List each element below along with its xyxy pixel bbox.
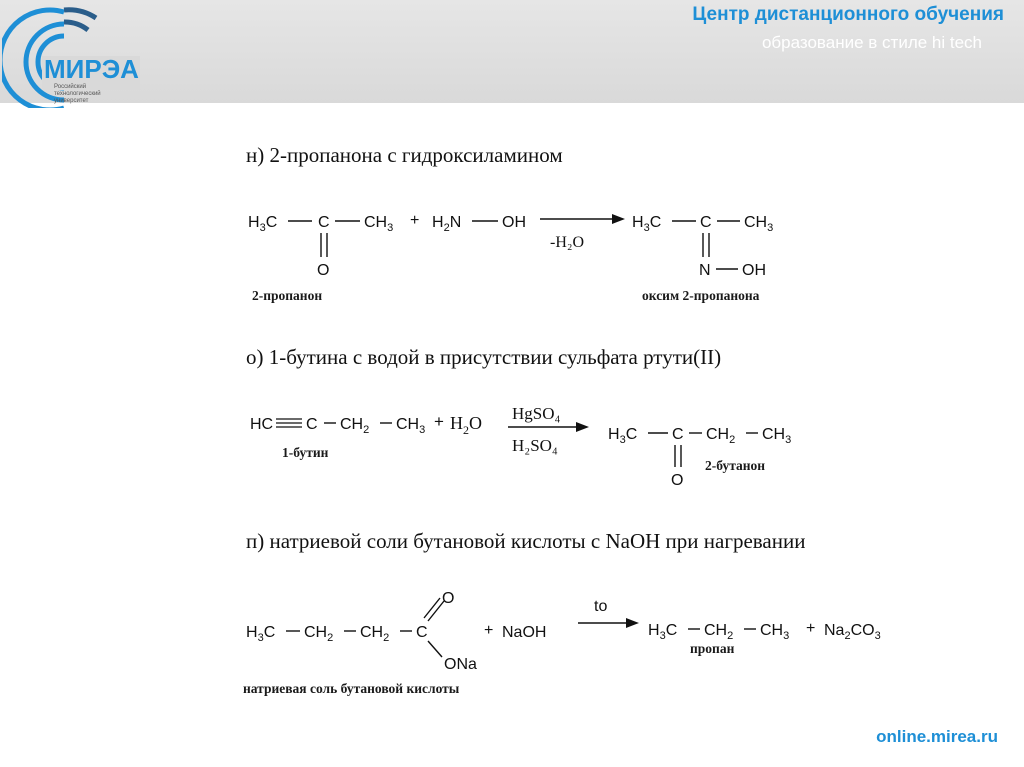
svg-text:H3C: $H_3C$: [648, 622, 678, 642]
svg-text:O: O: [317, 262, 330, 279]
svg-text:CH2: $CH_2$: [360, 624, 390, 644]
svg-text:CH3: $CH_3$: [396, 416, 426, 436]
svg-text:+: +: [410, 212, 420, 229]
footer-link[interactable]: online.mirea.ru: [876, 727, 998, 746]
svg-text:CH2: $CH_2$: [340, 416, 370, 436]
reaction-p: [238, 583, 938, 683]
logo-text: МИРЭА: [44, 54, 139, 84]
svg-text:C: C: [416, 624, 428, 641]
svg-text:OH: OH: [742, 262, 766, 279]
svg-text:CH2: $CH_2$: [304, 624, 334, 644]
label-oxime: оксим 2-пропанона: [642, 288, 760, 303]
svg-text:O: O: [671, 472, 684, 489]
svg-text:+: +: [434, 412, 444, 431]
svg-text:+: +: [806, 620, 816, 637]
reaction-n: [240, 201, 800, 291]
label-sodium-butanoate: натриевая соль бутановой кислоты: [243, 681, 460, 696]
svg-text:+: +: [484, 622, 494, 639]
logo-sub-2: технологический: [54, 91, 101, 97]
label-2-propanone: 2-пропанон: [252, 288, 323, 303]
svg-text:CH3: $CH_3$: [364, 214, 394, 234]
svg-text:C: C: [700, 214, 712, 231]
condition-n: -H₂O: [550, 234, 585, 251]
svg-text:H3C: $H_3C$: [632, 214, 662, 234]
heading-p: п) натриевой соли бутановой кислоты с NaOH при нагревании: [246, 529, 806, 553]
svg-text:H3C: $H_3C$: [248, 214, 278, 234]
svg-text:Na2CO3: $Na_2CO_3$: [824, 622, 881, 642]
svg-text:ONa: ONa: [444, 656, 477, 673]
center-title: Центр дистанционного обучения: [692, 4, 1004, 25]
svg-text:CH3: $CH_3$: [744, 214, 774, 234]
slide-content: [0, 103, 1024, 767]
svg-text:CH3: $CH_3$: [760, 622, 790, 642]
center-subtitle: образование в стиле hi tech: [761, 33, 982, 52]
svg-text:C: C: [318, 214, 330, 231]
condition-p: to: [594, 598, 608, 615]
svg-text:O: O: [442, 590, 455, 607]
svg-text:CH2: $CH_2$: [706, 426, 736, 446]
svg-text:CH3: $CH_3$: [762, 426, 792, 446]
svg-text:OH: OH: [502, 214, 526, 231]
svg-text:HC: HC: [250, 416, 274, 433]
svg-text:H3C: $H_3C$: [246, 624, 276, 644]
logo-sub-3: университет: [54, 98, 89, 104]
mirea-logo: [2, 4, 142, 108]
reaction-o: [240, 399, 820, 489]
catalyst-bottom: H₂SO₄: [512, 436, 558, 455]
svg-text:H3C: $H_3C$: [608, 426, 638, 446]
svg-text:C: C: [306, 416, 318, 433]
heading-n: н) 2-пропанона с гидроксиламином: [246, 143, 563, 167]
catalyst-top: HgSO₄: [512, 404, 561, 423]
label-2-butanone: 2-бутанон: [705, 458, 766, 473]
svg-text:C: C: [672, 426, 684, 443]
header-bar: [0, 0, 1024, 103]
svg-text:NaOH: NaOH: [502, 624, 547, 641]
svg-text:H2N: $H_2N$: [432, 214, 462, 234]
label-propane: пропан: [690, 641, 735, 656]
heading-o: о) 1-бутина с водой в присутствии сульфата ртути(II): [246, 345, 722, 369]
svg-text:CH2: $CH_2$: [704, 622, 734, 642]
svg-text:N: N: [699, 262, 711, 279]
logo-sub-1: Российский: [54, 84, 87, 90]
svg-text:H2O: $H_2O$: [450, 413, 482, 437]
label-1-butyne: 1-бутин: [282, 445, 329, 460]
